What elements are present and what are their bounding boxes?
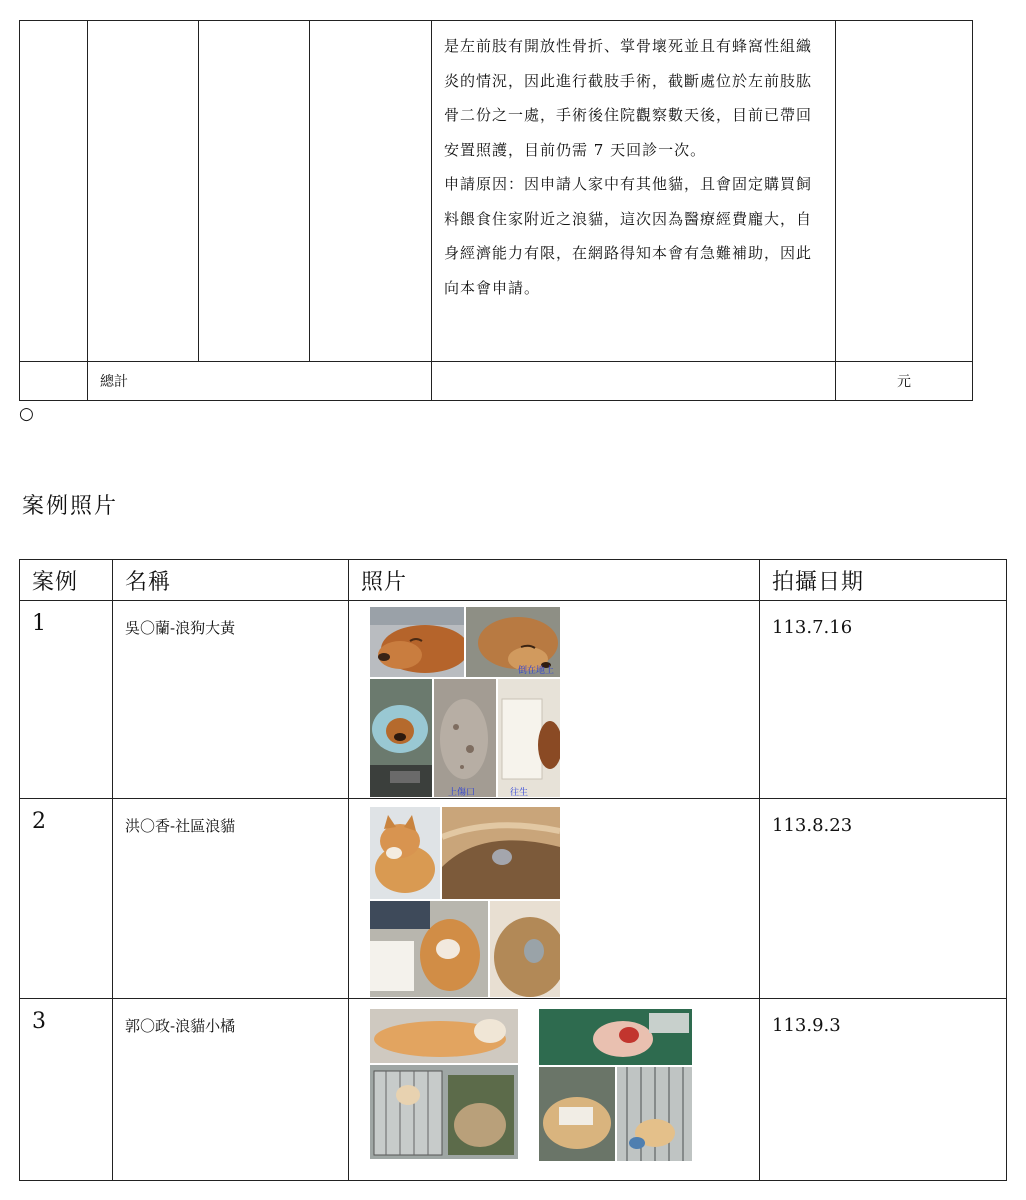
case-number: 2: [20, 799, 113, 999]
header-case: 案例: [20, 560, 113, 601]
table-row: [20, 999, 1007, 1181]
cat-recovery-cage-photo: [617, 1067, 692, 1161]
cat-sitting-photo: [370, 807, 440, 899]
cat-exam-photo: [370, 901, 488, 997]
case-name: 郭〇政-浪貓小橘: [113, 999, 349, 1181]
photo-caption: 往生: [510, 788, 529, 797]
dog-wound-photo: [434, 679, 496, 797]
cat-bandaged-photo: [539, 1067, 615, 1161]
header-photo: 照片: [349, 560, 760, 601]
photo-caption: 倒在地上: [518, 666, 555, 676]
case-description-cell: [432, 21, 836, 362]
total-row: [20, 362, 973, 401]
case-photo-collage: [349, 999, 760, 1181]
dog-head-photo: [370, 607, 464, 677]
dog-passed-photo: [498, 679, 560, 797]
table-header-row: [20, 560, 1007, 601]
case-number: 1: [20, 601, 113, 799]
total-unit: 元: [836, 362, 973, 401]
cat-lying-photo: [370, 1009, 518, 1063]
cat-fur-closeup-photo: [442, 807, 560, 899]
cat-cage-photo: [370, 1065, 518, 1159]
expense-table: [19, 20, 973, 401]
case-date: 113.8.23: [760, 799, 1007, 999]
case-name: 洪〇香-社區浪貓: [113, 799, 349, 999]
case-description: 是左前肢有開放性骨折、掌骨壞死並且有蜂窩性組織炎的情況，因此進行截肢手術，截斷處位於左前肢肱骨二份之一處，手術後住院觀察數天後，目前已帶回安置照護，目前仍需 7 天回診一次。: [444, 37, 813, 159]
cat-back-photo: [490, 901, 560, 997]
case-photo-collage: [349, 799, 760, 999]
circle-mark: ○: [19, 404, 34, 424]
table-row: [20, 799, 1007, 999]
cat-surgery-photo: [539, 1009, 692, 1065]
total-label: 總計: [88, 362, 432, 401]
case-photo-collage: [349, 601, 760, 799]
dog-lying-photo: [466, 607, 560, 677]
expense-row: [20, 21, 973, 362]
header-name: 名稱: [113, 560, 349, 601]
case-date: 113.7.16: [760, 601, 1007, 799]
dog-cone-photo: [370, 679, 432, 797]
header-date: 拍攝日期: [760, 560, 1007, 601]
section-title: 案例照片: [22, 494, 119, 519]
case-photo-table: [19, 559, 1007, 1181]
case-date: 113.9.3: [760, 999, 1007, 1181]
table-row: [20, 601, 1007, 799]
application-reason: 申請原因：因申請人家中有其他貓，且會固定購買飼料餵食住家附近之浪貓，這次因為醫療經費龐大，自身經濟能力有限，在網路得知本會有急難補助，因此向本會申請。: [444, 175, 813, 297]
case-number: 3: [20, 999, 113, 1181]
case-name: 吳〇蘭-浪狗大黃: [113, 601, 349, 799]
photo-caption: 上傷口: [448, 788, 476, 797]
